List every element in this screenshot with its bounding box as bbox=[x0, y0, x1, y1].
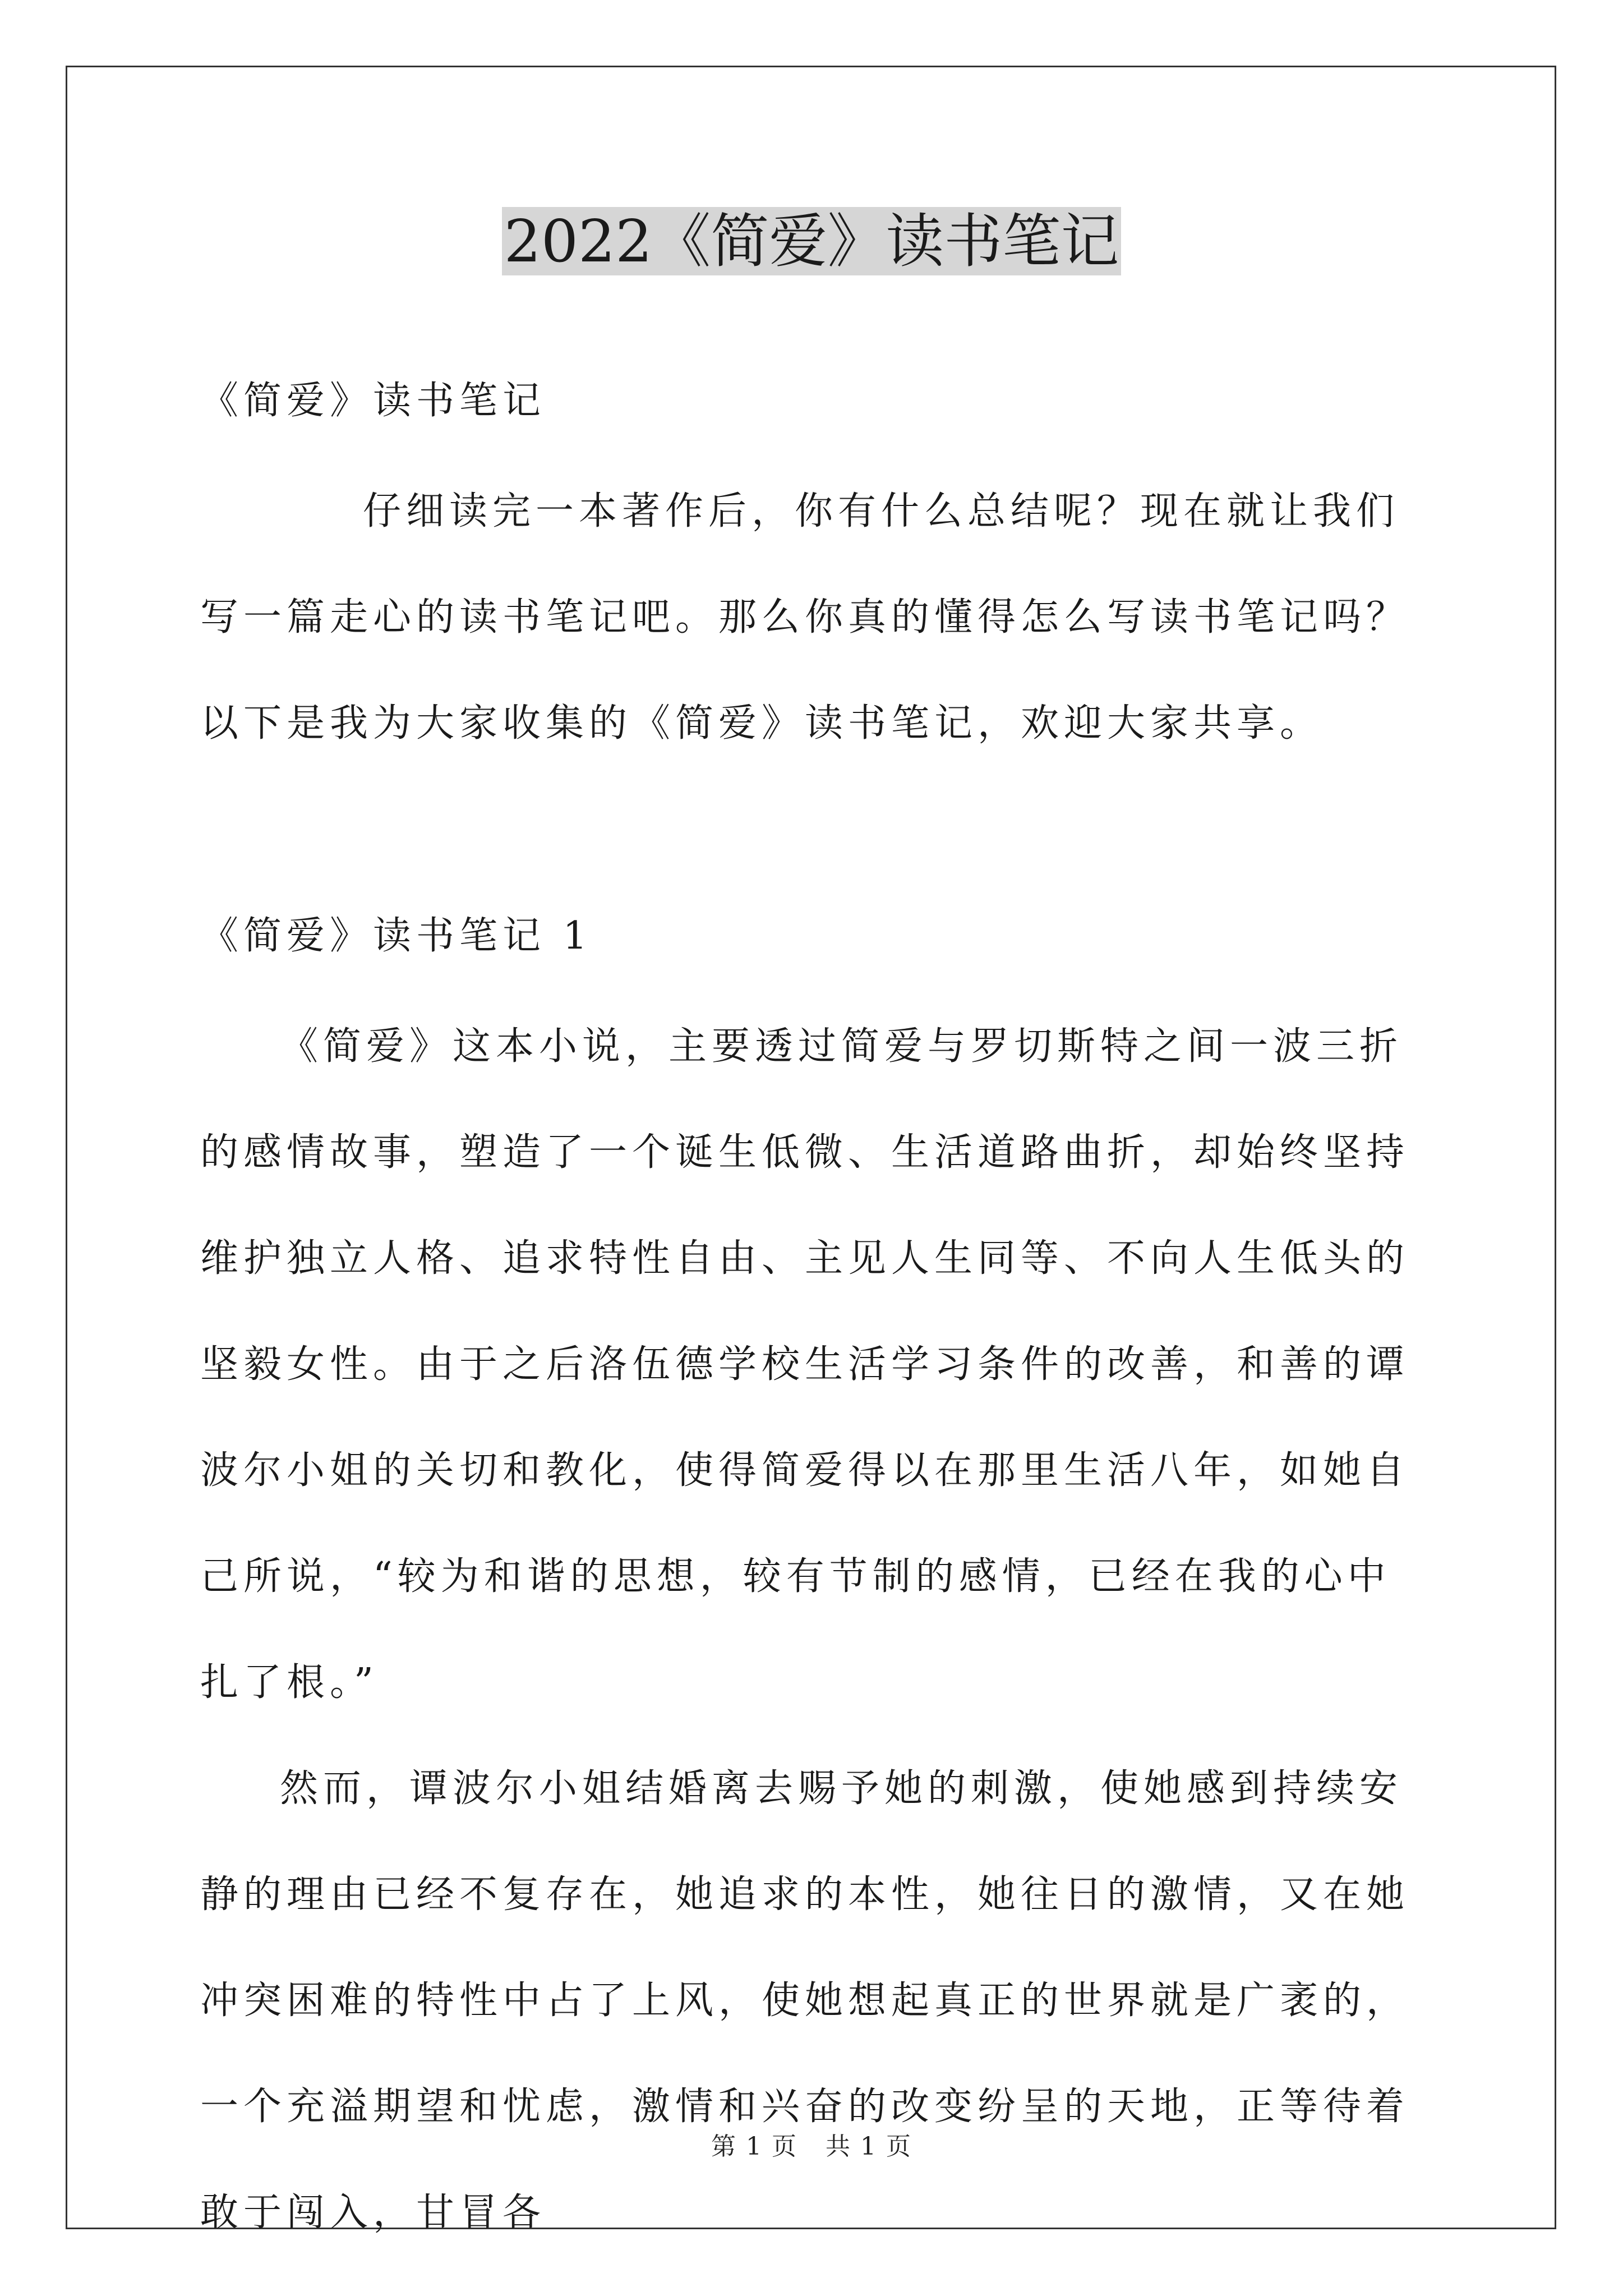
page-total: 共 1 页 bbox=[826, 2132, 912, 2161]
document-title bbox=[0, 202, 1623, 280]
document-body bbox=[200, 348, 1423, 2266]
document-subtitle: 《简爱》读书笔记 bbox=[200, 379, 546, 423]
page-number: 第 1 页 bbox=[711, 2132, 797, 2161]
document-title-text: 2022《简爱》读书笔记 bbox=[502, 207, 1122, 275]
section-heading: 《简爱》读书笔记 1 bbox=[200, 914, 592, 958]
intro-paragraph: 仔细读完一本著作后，你有什么总结呢？现在就让我们写一篇走心的读书笔记吧。那么你真的懂得怎么写读书笔记吗？以下是我为大家收集的《简爱》读书笔记，欢迎大家共享。 bbox=[200, 489, 1410, 746]
body-paragraph-1: 《简爱》这本小说，主要透过简爱与罗切斯特之间一波三折的感情故事，塑造了一个诞生低微、生活道路曲折，却始终坚持维护独立人格、追求特性自由、主见人生同等、不向人生低头的坚毅女性。由于之后洛伍德学校生活学习条件的改善，和善的谭波尔小姐的关切和教化，使得简爱得以在那里生活八年，如她自己所说，“较为和谐的思想，较有节制的感情，已经在我的心中扎了根。” bbox=[200, 1024, 1410, 1705]
body-paragraph-2: 然而，谭波尔小姐结婚离去赐予她的刺激，使她感到持续安静的理由已经不复存在，她追求的本性，她往日的激情，又在她冲突困难的特性中占了上风，使她想起真正的世界就是广袤的，一个充溢期望和忧虑，激情和兴奋的改变纷呈的天地，正等待着敢于闯入，甘冒各 bbox=[200, 1766, 1410, 2235]
page-footer bbox=[0, 2126, 1623, 2162]
